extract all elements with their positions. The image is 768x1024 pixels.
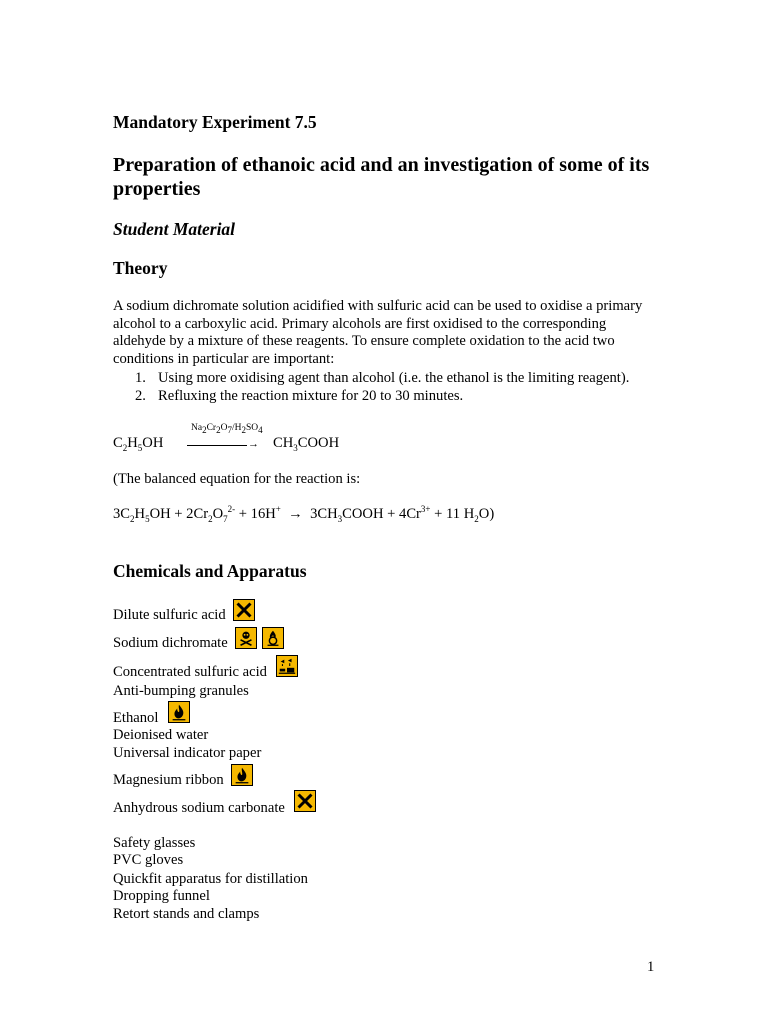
- reaction-reagents: $Na_2Cr_2O_7/H_2SO_4$: [191, 423, 263, 435]
- page-number: 1: [647, 959, 655, 975]
- chemical-item: Universal indicator paper: [113, 745, 262, 761]
- chemical-item: Magnesium ribbon: [113, 772, 224, 788]
- flammable-icon: [168, 701, 190, 723]
- list-item: [135, 370, 630, 388]
- chemical-item: Deionised water: [113, 727, 209, 743]
- corrosive-icon: [276, 655, 298, 677]
- product-formula: $CH_3COOH$: [273, 435, 340, 453]
- reaction-arrow-head: →: [248, 438, 259, 450]
- list-text: Using more oxidising agent than alcohol (i.e. the ethanol is the limiting reagent).: [158, 370, 630, 386]
- theory-paragraph: A sodium dichromate solution acidified with sulfuric acid can be used to oxidise a primary alcohol to a carboxylic acid. Primary alcohols are first oxidised to the corresponding aldehyde by a mixture of these reagents. To ensure complete oxidation to the acid two conditions in particular are important:: [113, 298, 643, 368]
- chemical-item: Concentrated sulfuric acid: [113, 664, 267, 680]
- subtitle: Student Material: [113, 219, 236, 239]
- apparatus-item: Retort stands and clamps: [113, 906, 260, 922]
- page-title: Preparation of ethanoic acid and an investigation of some of its properties: [113, 154, 650, 200]
- chemical-item: Dilute sulfuric acid: [113, 607, 226, 623]
- apparatus-item: Dropping funnel: [113, 888, 210, 904]
- apparatus-item: Safety glasses: [113, 835, 196, 851]
- reactant-formula: $C_2H_5OH$: [113, 435, 164, 453]
- reaction-arrow-line: [187, 445, 247, 446]
- list-number: 2.: [135, 388, 146, 404]
- chemical-item: Anhydrous sodium carbonate: [113, 800, 285, 816]
- flammable-icon: [231, 764, 253, 786]
- chemicals-heading: Chemicals and Apparatus: [113, 561, 307, 581]
- apparatus-item: PVC gloves: [113, 852, 184, 868]
- oxidising-icon: [262, 627, 284, 649]
- chemical-item: Sodium dichromate: [113, 635, 228, 651]
- experiment-number: Mandatory Experiment 7.5: [113, 112, 317, 132]
- apparatus-item: Quickfit apparatus for distillation: [113, 871, 308, 887]
- theory-heading: Theory: [113, 258, 168, 278]
- chemical-item: Anti-bumping granules: [113, 683, 249, 699]
- chemical-item: Ethanol: [113, 710, 159, 726]
- balanced-equation: $3C_2H_5OH + 2Cr_2O_7^{2-} + 16H^+$ → $3CH_3COOH + 4Cr^{3+} + 11$ $H_2O$): [113, 504, 495, 524]
- harmful-icon: [294, 790, 316, 812]
- balanced-equation-intro: (The balanced equation for the reaction is:: [113, 471, 361, 487]
- list-item: [135, 388, 464, 406]
- harmful-icon: [233, 599, 255, 621]
- list-text: Refluxing the reaction mixture for 20 to 30 minutes.: [158, 388, 464, 404]
- toxic-icon: [235, 627, 257, 649]
- list-number: 1.: [135, 370, 146, 386]
